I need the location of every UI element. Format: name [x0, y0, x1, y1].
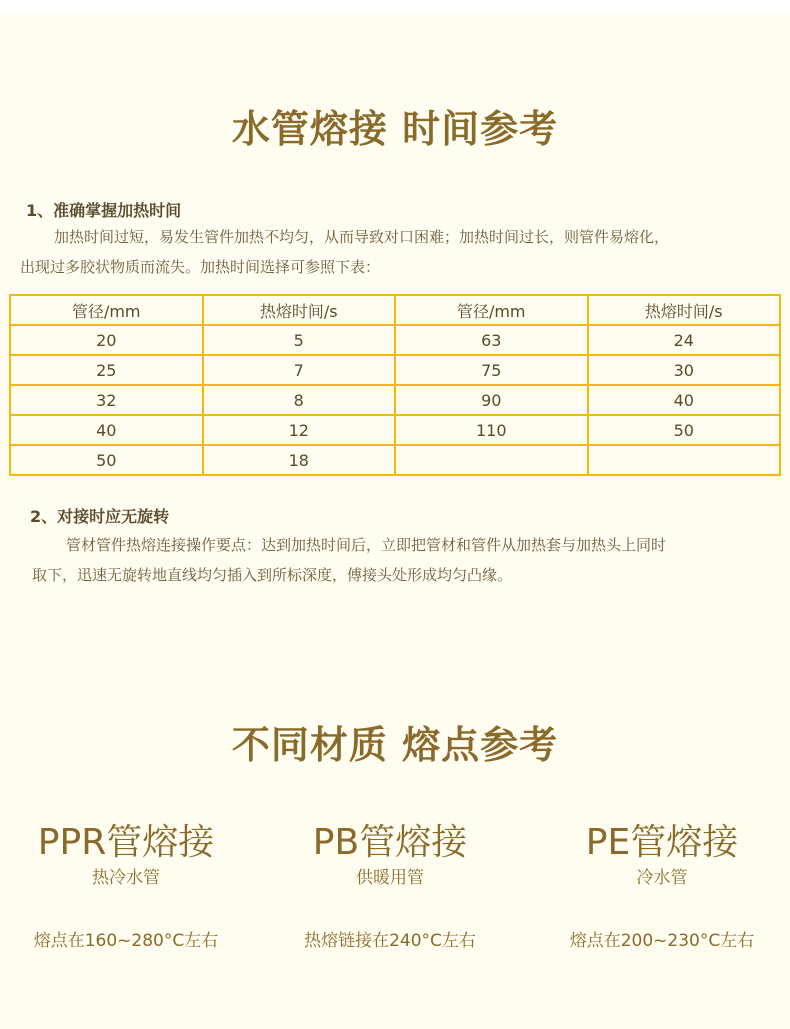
- paragraph-rotation-line1: 管材管件热熔连接操作要点：达到加热时间后，立即把管材和管件从加热套与加热头上同时: [66, 536, 667, 554]
- table-cell: 8: [203, 385, 396, 415]
- section-title-melting-point: 不同材质 熔点参考: [231, 723, 559, 767]
- material-temp: 热熔链接在240°C左右: [304, 931, 476, 951]
- table-cell: 50: [588, 415, 781, 445]
- table-cell: 5: [203, 325, 396, 355]
- section-title-weld-time: 水管熔接 时间参考: [231, 107, 559, 151]
- table-row: [10, 325, 780, 355]
- material-name: PE管熔接: [585, 822, 739, 863]
- table-cell: [395, 445, 588, 475]
- table-cell: 32: [10, 385, 203, 415]
- table-cell: 75: [395, 355, 588, 385]
- table-cell: 18: [203, 445, 396, 475]
- table-row: [10, 415, 780, 445]
- material-use: 热冷水管: [92, 868, 160, 888]
- material-name: PPR管熔接: [37, 822, 215, 863]
- table-cell: 40: [588, 385, 781, 415]
- table-cell: 63: [395, 325, 588, 355]
- material-use: 供暖用管: [356, 868, 424, 888]
- table-cell: 24: [588, 325, 781, 355]
- table-row: [10, 445, 780, 475]
- material-use: 冷水管: [636, 868, 688, 888]
- material-name: PB管熔接: [312, 822, 468, 863]
- table-header-row: [10, 295, 780, 325]
- table-cell: 40: [10, 415, 203, 445]
- table-row: [10, 355, 780, 385]
- header-cell: 热熔时间/s: [203, 295, 396, 325]
- material-temp: 熔点在200~230°C左右: [569, 931, 755, 951]
- table-cell: 30: [588, 355, 781, 385]
- heading-heating-time: 1、准确掌握加热时间: [26, 201, 182, 220]
- weld-time-table: [9, 294, 781, 476]
- table-cell: 110: [395, 415, 588, 445]
- paragraph-heating-line2: 出现过多胶状物质而流失。加热时间选择可参照下表：: [20, 258, 381, 276]
- paragraph-heating-line1: 加热时间过短，易发生管件加热不均匀，从而导致对口困难；加热时间过长，则管件易熔化，: [54, 228, 670, 246]
- table-row: [10, 385, 780, 415]
- material-ppr: [6, 820, 246, 951]
- material-temp: 熔点在160~280°C左右: [33, 931, 219, 951]
- paragraph-rotation-line2: 取下，迅速无旋转地直线均匀插入到所标深度，傅接头处形成均匀凸缘。: [32, 566, 513, 584]
- table-cell: 7: [203, 355, 396, 385]
- table-cell: [588, 445, 781, 475]
- table-cell: 90: [395, 385, 588, 415]
- heading-no-rotation: 2、对接时应无旋转: [30, 507, 170, 526]
- header-cell: 管径/mm: [10, 295, 203, 325]
- header-cell: 热熔时间/s: [588, 295, 781, 325]
- material-pe: [542, 820, 782, 951]
- table-cell: 20: [10, 325, 203, 355]
- table-cell: 12: [203, 415, 396, 445]
- material-pb: [270, 820, 510, 951]
- page: [0, 14, 790, 1029]
- header-cell: 管径/mm: [395, 295, 588, 325]
- table-cell: 25: [10, 355, 203, 385]
- table-cell: 50: [10, 445, 203, 475]
